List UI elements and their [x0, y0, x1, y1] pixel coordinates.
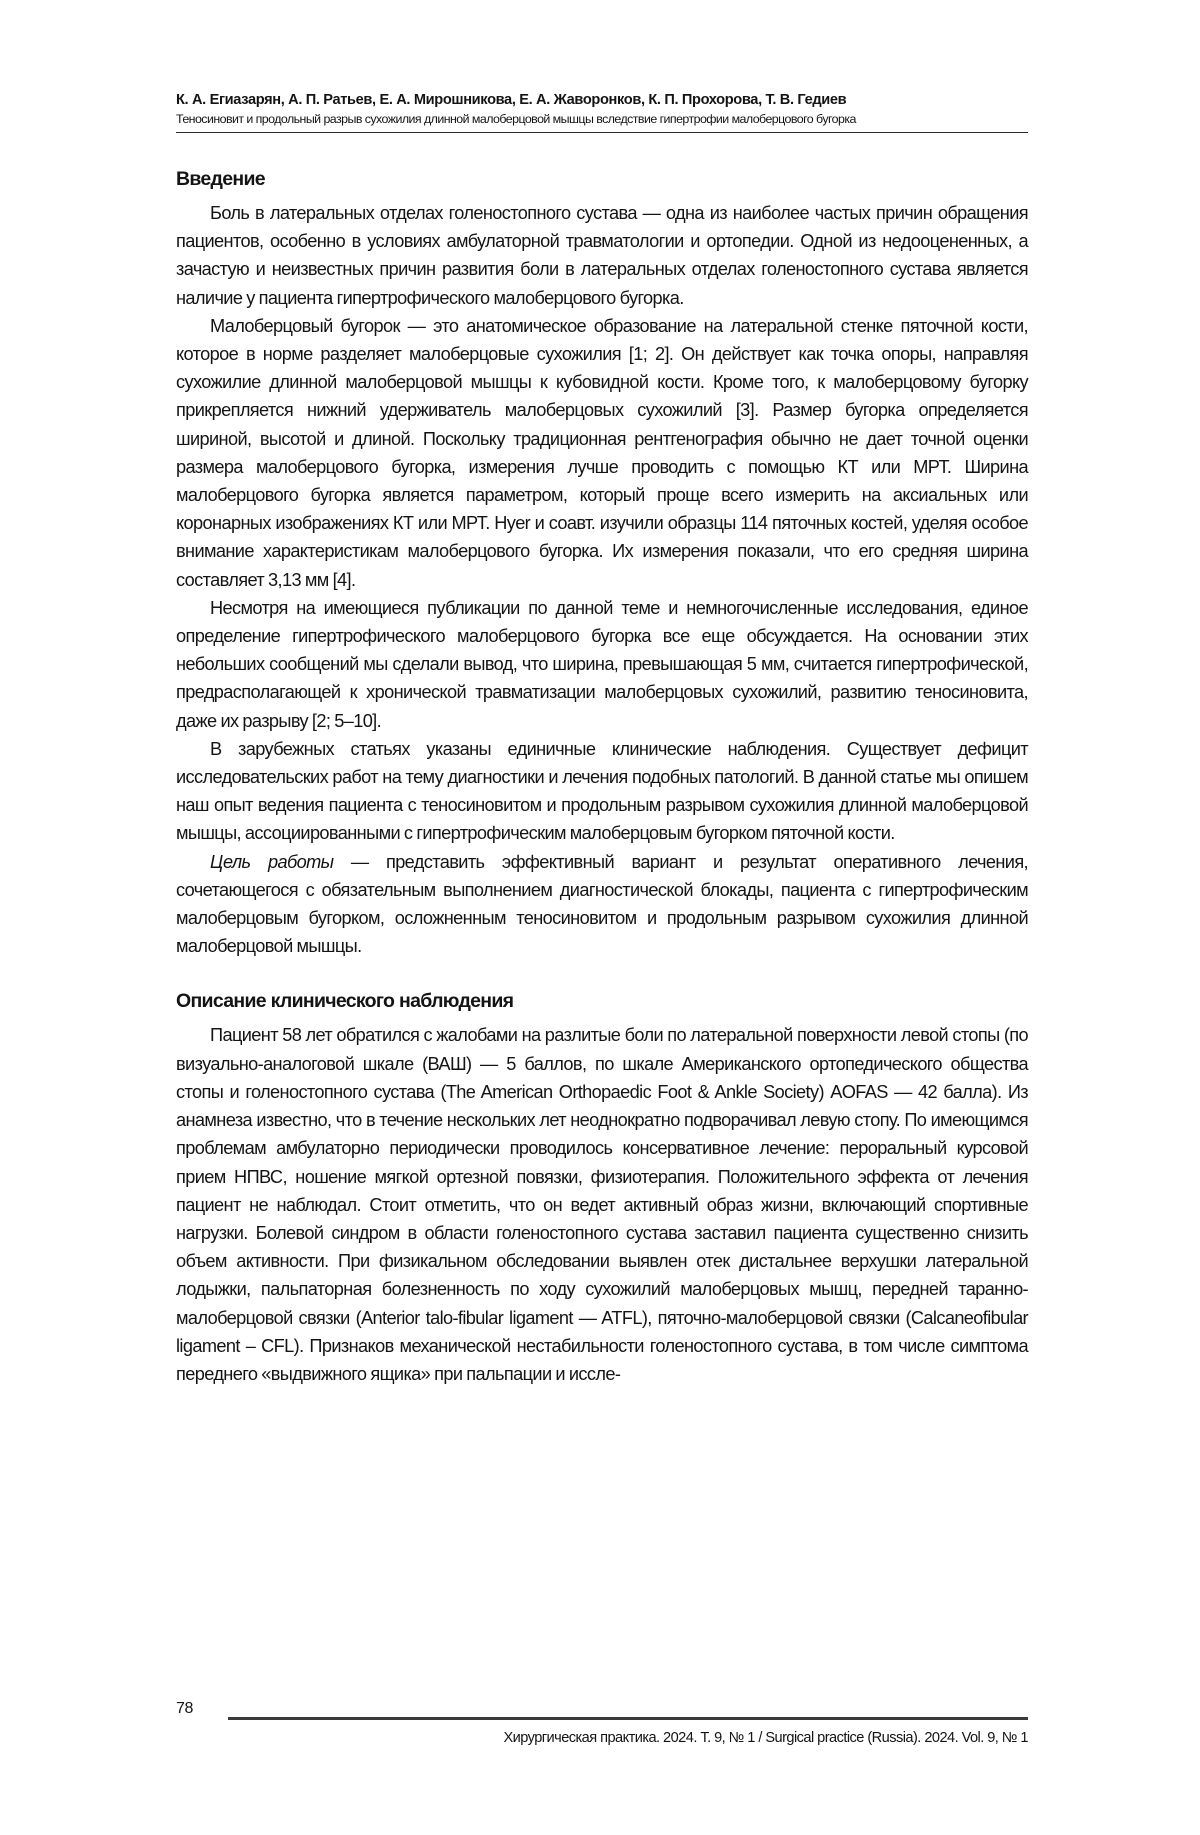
paragraph: Боль в латеральных отделах голеностопного сустава — одна из наиболее частых причин обращения пациентов, особенно в условиях амбулаторной травматологии и ортопедии. Одной из недооцененных, а зачастую и неизвестных причин развития боли в латеральных отделах голеностопного сустава является наличие у пациента гипертрофического малоберцового бугорка.	[176, 203, 1028, 308]
aim-paragraph	[176, 848, 1028, 961]
running-header-authors: К. А. Егиазарян, А. П. Ратьев, Е. А. Мирошникова, Е. А. Жаворонков, К. П. Прохорова, Т. В. Гедиев	[176, 92, 847, 108]
section-heading-case-description: Описание клинического наблюдения	[176, 990, 514, 1013]
page-body	[176, 90, 1028, 1388]
running-header-title: Теносиновит и продольный разрыв сухожилия длинной малоберцовой мышцы вследствие гипертрофии малоберцового бугорка	[176, 110, 1028, 133]
paragraph: В зарубежных статьях указаны единичные клинические наблюдения. Существует дефицит исследовательских работ на тему диагностики и лечения подобных патологий. В данной статье мы опишем наш опыт ведения пациента с теносиновитом и продольным разрывом сухожилия длинной малоберцовой мышцы, ассоциированными с гипертрофическим малоберцовым бугорком пяточной кости.	[176, 738, 1028, 844]
page-number: 78	[176, 1700, 193, 1717]
paragraph: Несмотря на имеющиеся публикации по данной теме и немногочисленные исследования, единое определение гипертрофического малоберцового бугорка все еще обсуждается. На основании этих небольших сообщений мы сделали вывод, что ширина, превышающая 5 мм, считается гипертрофической, предрасполагающей к хронической травматизации малоберцовых сухожилий, развитию теносиновита, даже их разрыву [2; 5–10].	[176, 597, 1028, 731]
journal-reference: Хирургическая практика. 2024. Т. 9, № 1 / Surgical practice (Russia). 2024. Vol. 9, № 1	[503, 1730, 1028, 1746]
paragraph: Пациент 58 лет обратился с жалобами на разлитые боли по латеральной поверхности левой стопы (по визуально-аналоговой шкале (ВАШ) — 5 баллов, по шкале Американского ортопедического общества стопы и голеностопного сустава (The American Orthopaedic Foot & Ankle Society) AOFAS — 42 балла). Из анамнеза известно, что в течение нескольких лет неоднократно подворачивал левую стопу. По имеющимся проблемам амбулаторно периодически проводилось консервативное лечение: пероральный курсовой прием НПВС, ношение мягкой ортезной повязки, физиотерапия. Положительного эффекта от лечения пациент не наблюдал. Стоит отметить, что он ведет активный образ жизни, включающий спортивные нагрузки. Болевой синдром в области голеностопного сустава заставил пациента существенно снизить объем активности. При физикальном обследовании выявлен отек дистальнее верхушки латеральной лодыжки, пальпаторная болезненность по ходу сухожилий малоберцовых мышц, передней таранно-малоберцовой связки (Anterior talo-fibular ligament — ATFL), пяточно-малоберцовой связки (Calcaneofibular ligament – CFL). Признаков механической нестабильности голеностопного сустава, в том числе симптома переднего «выдвижного ящика» при пальпации и иссле-	[176, 1025, 1028, 1384]
footer-divider	[228, 1717, 1028, 1720]
aim-label: Цель работы	[210, 851, 334, 872]
aim-text: — представить эффективный вариант и результат оперативного лечения, сочетающегося с обязательным выполнением диагностической блокады, пациента с гипертрофическим малоберцовым бугорком, осложненным теносиновитом и продольным разрывом сухожилия длинной малоберцовой мышцы.	[176, 851, 1028, 957]
paragraph: Малоберцовый бугорок — это анатомическое образование на латеральной стенке пяточной кости, которое в норме разделяет малоберцовые сухожилия [1; 2]. Он действует как точка опоры, направляя сухожилие длинной малоберцовой мышцы к кубовидной кости. Кроме того, к малоберцовому бугорку прикрепляется нижний удерживатель малоберцовых сухожилий [3]. Размер бугорка определяется шириной, высотой и длиной. Поскольку традиционная рентгенография обычно не дает точной оценки размера малоберцового бугорка, измерения лучше проводить с помощью КТ или МРТ. Ширина малоберцового бугорка является параметром, который проще всего измерить на аксиальных или коронарных изображениях КТ или МРТ. Hyer и соавт. изучили образцы 114 пяточных костей, уделяя особое внимание характеристикам малоберцового бугорка. Их измерения показали, что его средняя ширина составляет 3,13 мм [4].	[176, 315, 1028, 590]
section-heading-introduction: Введение	[176, 168, 265, 190]
